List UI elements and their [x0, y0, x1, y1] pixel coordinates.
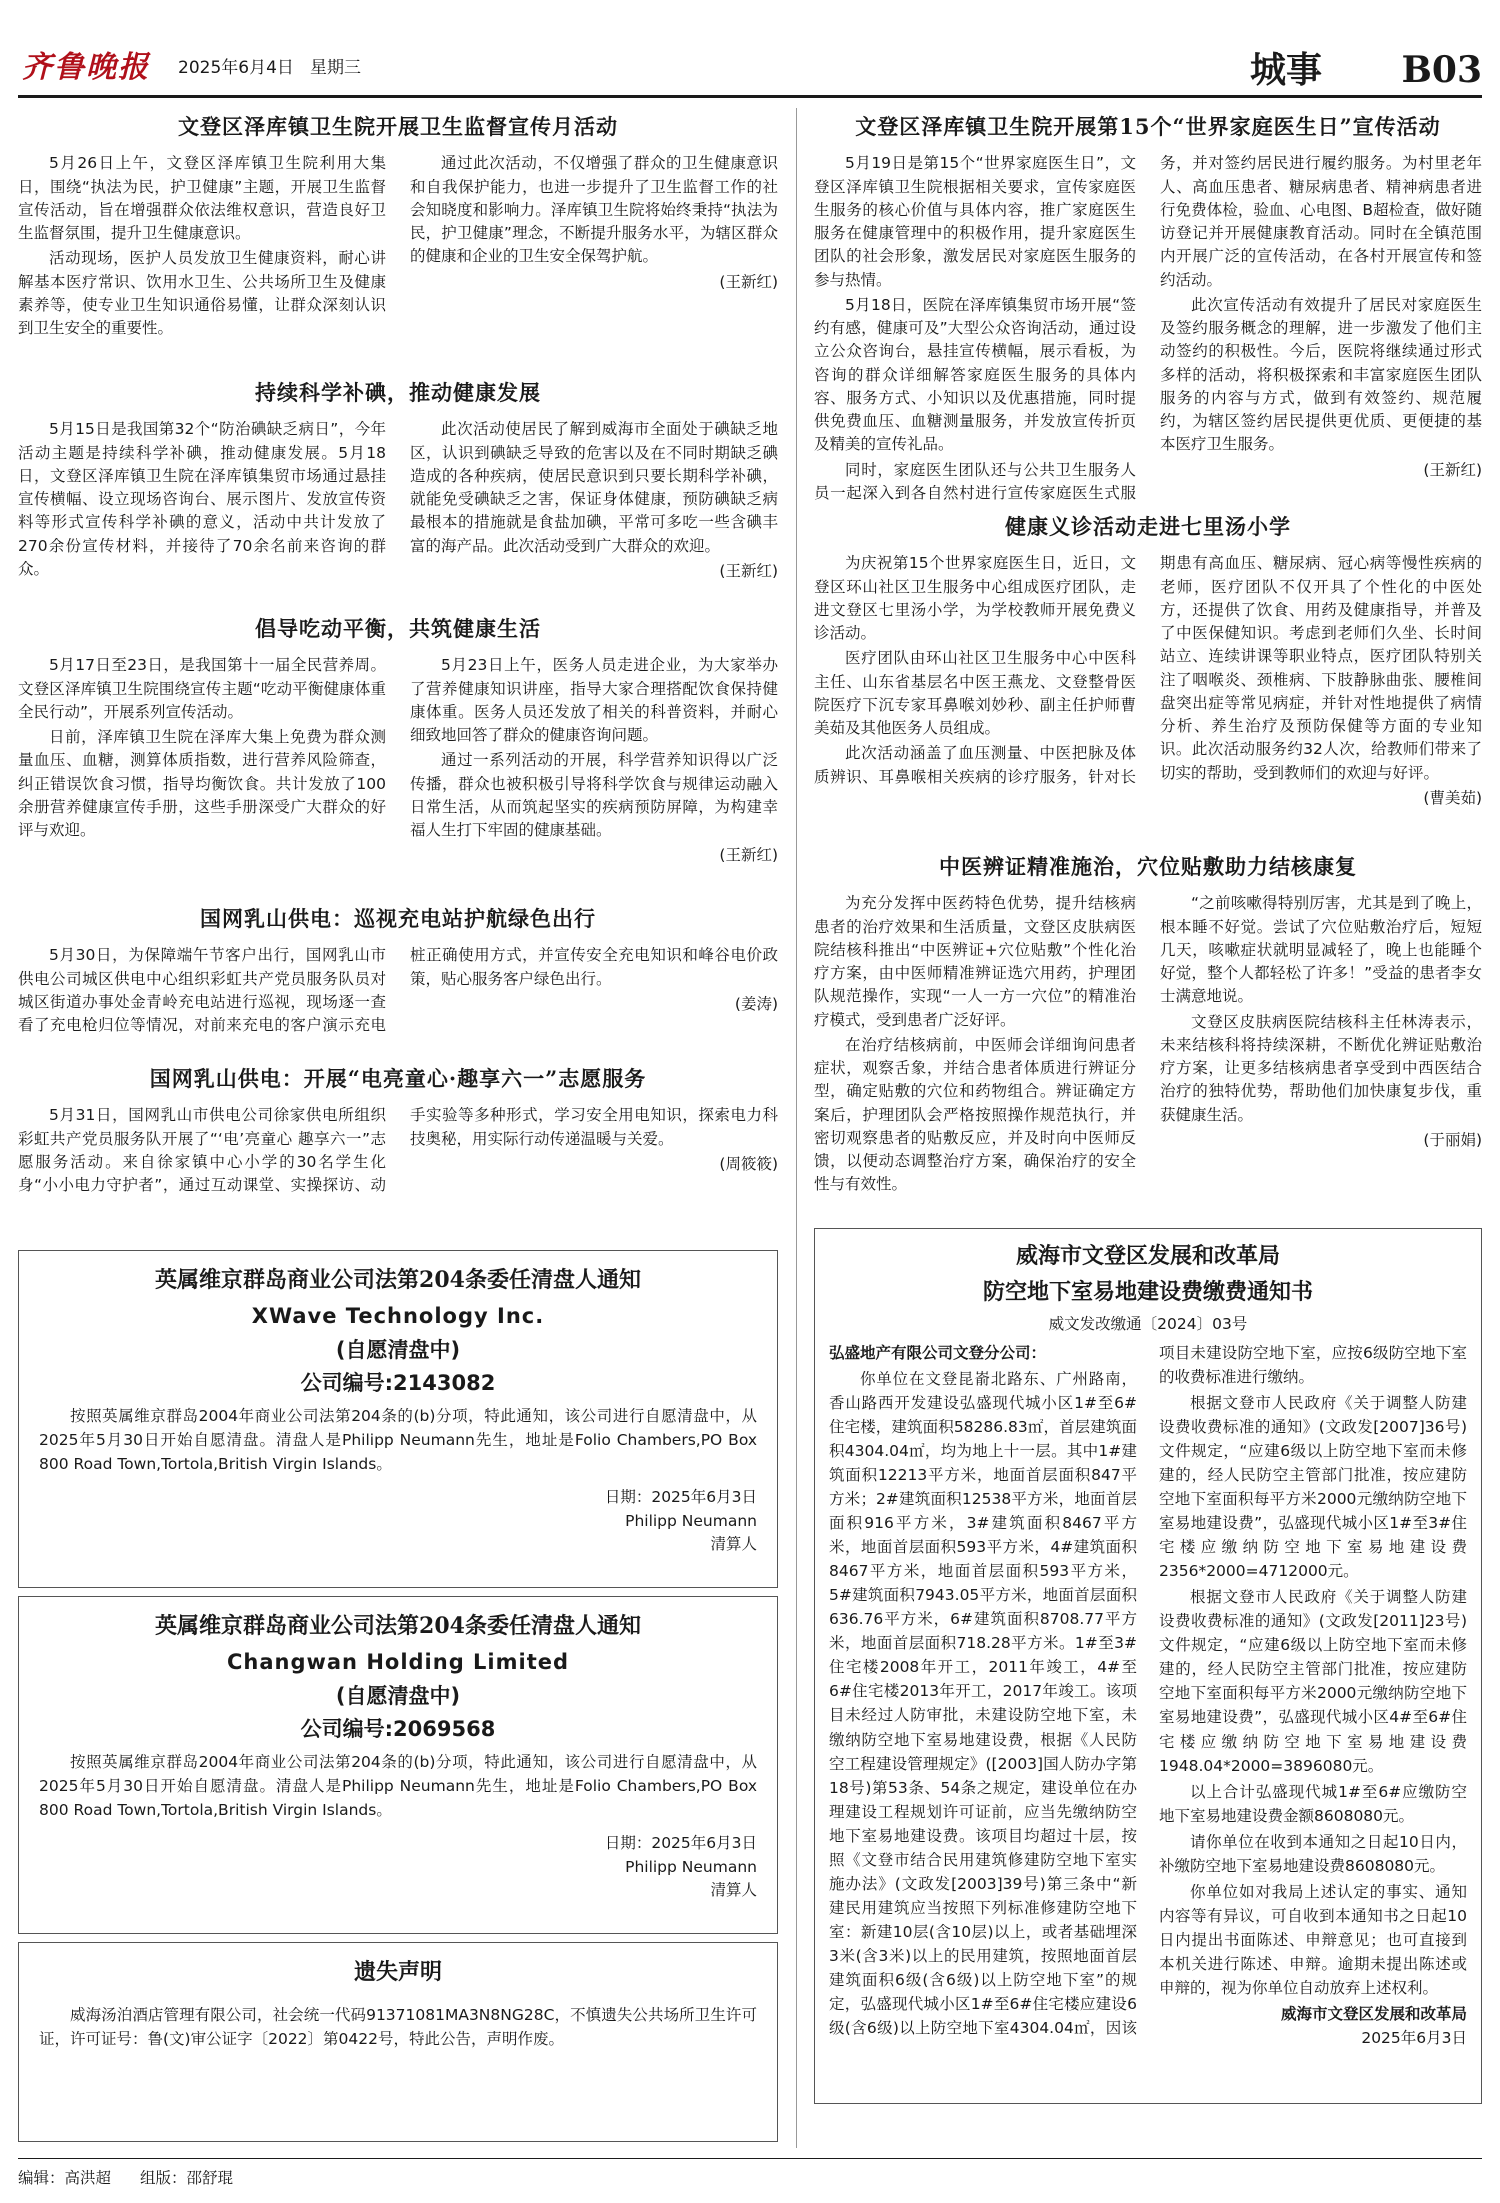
company-number: 公司编号:2069568 — [300, 1716, 496, 1741]
byline: (王新红) — [719, 272, 778, 291]
notice-text: 威海汤泊酒店管理有限公司，社会统一代码91371081MA3N8NG28C，不慎遗失公共场所卫生许可证，许可证号：鲁(文)审公证字〔2022〕第0422号，特此公告，声明作废。 — [39, 2005, 757, 2048]
notice-title: 英属维京群岛商业公司法第204条委任清盘人通知 — [155, 1613, 641, 1639]
article-iodine — [18, 378, 778, 604]
paragraph: 此次活动涵盖了血压测量、中医把脉及体质辨识、耳鼻喉相关疾病的诊疗服务，针对长期患有高血压、糖尿病、冠心病等慢性疾病的老师，医疗团队不仅开具了个性化的中医处方，还提供了饮食、用药及健康指导，并普及了中医保健知识。考虑到老师们久坐、长时间站立、连续讲课等职业特点，医疗团队特别关注了咽喉炎、颈椎病、下肢静脉曲张、腰椎间盘突出症等常见病症，并针对性地提供了病情分析、养生治疗及预防保健等方面的专业知识。此次活动服务约32人次，给教师们带来了切实的帮助，受到教师们的欢迎与好评。 — [814, 554, 1482, 786]
issue-date: 2025年6月4日 — [178, 58, 294, 78]
article-body — [814, 152, 1482, 502]
paragraph: 5月30日，为保障端午节客户出行，国网乳山市供电公司城区供电中心组织彩虹共产党员服务队员对城区街道办事处金青岭充电站进行巡视，现场逐一查看了充电枪归位等情况，对前来充电的客户演示充电桩正确使用方式，并宣传安全充电知识和峰谷电价政策，贴心服务客户绿色出行。 — [18, 946, 778, 1035]
liquidator-role: 清算人 — [710, 1534, 757, 1553]
article-charging-station — [18, 904, 778, 1056]
paragraph: 5月23日上午，医务人员走进企业，为大家举办了营养健康知识讲座，指导大家合理搭配饮食保持健康体重。医务人员还发放了相关的科普资料，并耐心细致地回答了群众的健康咨询问题。 — [410, 656, 778, 745]
article-supervision-month — [18, 112, 778, 368]
liquidator-name: Philipp Neumann — [625, 1511, 757, 1530]
paragraph: 为庆祝第15个世界家庭医生日，近日，文登区环山社区卫生服务中心组成医疗团队，走进文登区七里汤小学，为学校教师开展免费义诊活动。 — [814, 554, 1136, 643]
article-body — [18, 654, 778, 867]
article-body — [18, 152, 778, 340]
liquidation-notice-xwave — [18, 1250, 778, 1588]
article-headline: 文登区泽库镇卫生院开展第15个“世界家庭医生日”宣传活动 — [855, 114, 1441, 139]
editor-credit: 编辑：高洪超 — [18, 2169, 112, 2187]
company-name: Changwan Holding Limited — [226, 1649, 570, 1674]
notice-title: 英属维京群岛商业公司法第204条委任清盘人通知 — [155, 1267, 641, 1293]
article-family-doctor-day — [814, 112, 1482, 502]
paragraph: 根据文登市人民政府《关于调整人防建设费收费标准的通知》(文政发[2011]23号)文件规定，“应建6级以上防空地下室而未修建的，经人民防空主管部门批准，按应建防空地下室面积每平方米2000元缴纳防空地下室易地建设费”，弘盛现代城小区4#至6#住宅楼应缴纳防空地下室易地建设费1948.04*2000=3896080元。 — [1159, 1588, 1467, 1775]
byline: (曹美茹) — [1423, 788, 1482, 807]
article-headline: 持续科学补碘，推动健康发展 — [255, 380, 541, 405]
paragraph: 5月26日上午，文登区泽库镇卫生院利用大集日，围绕“执法为民，护卫健康”主题，开展卫生监督宣传活动，旨在增强群众依法维权意识，营造良好卫生监督氛围，提升卫生健康意识。 — [18, 154, 386, 243]
newspaper-logo: 齐鲁晚报 — [22, 50, 150, 85]
article-headline: 健康义诊活动走进七里汤小学 — [1005, 514, 1291, 539]
byline: (周筱筱) — [719, 1154, 778, 1173]
issue-weekday: 星期三 — [310, 58, 361, 78]
notice-title: 遗失声明 — [353, 1959, 442, 1985]
paragraph: “之前咳嗽得特别厉害，尤其是到了晚上，根本睡不好觉。尝试了穴位贴敷治疗后，短短几天，咳嗽症状就明显减轻了，晚上也能睡个好觉，整个人都轻松了许多！”受益的患者李女士满意地说。 — [1160, 894, 1482, 1006]
article-headline: 中医辨证精准施治，穴位贴敷助力结核康复 — [939, 854, 1357, 879]
paragraph: 5月31日，国网乳山市供电公司徐家供电所组织彩虹共产党员服务队开展了“‘电’亮童心 趣享六一”志愿服务活动。来自徐家镇中心小学的30名学生化身“小小电力守护者”，通过互动课堂、实操探访、动手实验等多种形式，学习安全用电知识，探索电力科技奥秘，用实际行动传递温暖与关爱。 — [18, 1106, 778, 1195]
notice-signature — [39, 1832, 757, 1902]
byline: (王新红) — [719, 846, 778, 865]
page-footer — [18, 2158, 1482, 2189]
paragraph: 活动现场，医护人员发放卫生健康资料，耐心讲解基本医疗常识、饮用水卫生、公共场所卫生及健康素养等，使专业卫生知识通俗易懂，让群众深刻认识到卫生安全的重要性。 — [18, 249, 386, 338]
paragraph: 为充分发挥中医药特色优势，提升结核病患者的治疗效果和生活质量，文登区皮肤病医院结核科推出“中医辨证+穴位贴敷”个性化治疗方案，由中医师精准辨证选穴用药，护理团队规范操作，实现“一人一方一穴位”的精准治疗模式，受到患者广泛好评。 — [814, 894, 1136, 1029]
paragraph: 5月15日是我国第32个“防治碘缺乏病日”，今年活动主题是持续科学补碘，推动健康发展。5月18日，文登区泽库镇卫生院在泽库镇集贸市场通过悬挂宣传横幅、设立现场咨询台、展示图片、发放宣传资料等形式宣传科学补碘的意义，活动中共计发放了270余份宣传材料，并接待了70余名前来咨询的群众。 — [18, 420, 386, 578]
paragraph: 通过此次活动，不仅增强了群众的卫生健康意识和自我保护能力，也进一步提升了卫生监督工作的社会知晓度和影响力。泽库镇卫生院将始终秉持“执法为民，护卫健康”理念，不断提升服务水平，为辖区群众的健康和企业的卫生安全保驾护航。 — [410, 154, 778, 266]
notice-text: 按照英属维京群岛2004年商业公司法第204条的(b)分项，特此通知，该公司进行自愿清盘中，从2025年5月30日开始自愿清盘。清盘人是Philipp Neumann先生，地址是Folio Chambers,PO Box 800 Road Town,Tortola,British Virgin Islands。 — [39, 1753, 757, 1820]
notice-signature — [39, 1486, 757, 1556]
byline: (王新红) — [1423, 460, 1482, 479]
paragraph: 通过一系列活动的开展，科学营养知识得以广泛传播，群众也被积极引导将科学饮食与规律运动融入日常生活，从而筑起坚实的疾病预防屏障，为构建幸福人生打下牢固的健康基础。 — [410, 751, 778, 840]
paragraph: 根据文登市人民政府《关于调整人防建设费收费标准的通知》(文政发[2007]36号)文件规定，“应建6级以上防空地下室而未修建的，经人民防空主管部门批准，按应建防空地下室面积每平方米2000元缴纳防空地下室易地建设费”，弘盛现代城小区1#至3#住宅楼应缴纳防空地下室易地建设费2356*2000=4712000元。 — [1159, 1394, 1467, 1581]
article-body — [18, 1104, 778, 1197]
paragraph: 日前，泽库镇卫生院在泽库大集上免费为群众测量血压、血糖，测算体质指数，进行营养风险筛查，纠正错误饮食习惯，指导均衡饮食。共计发放了100余册营养健康宣传手册，这些手册深受广大群众的好评与欢迎。 — [18, 728, 386, 840]
company-number: 公司编号:2143082 — [300, 1370, 496, 1395]
article-body — [814, 892, 1482, 1196]
article-body — [18, 418, 778, 583]
paragraph: 文登区皮肤病医院结核科主任林涛表示，未来结核科将持续深耕，不断优化辨证贴敷治疗方案，让更多结核病患者享受到中西医结合治疗的独特优势，帮助他们加快康复步伐，重获健康生活。 — [1160, 1012, 1482, 1124]
masthead — [18, 40, 1482, 98]
addressee: 弘盛地产有限公司文登分公司： — [829, 1344, 1047, 1363]
paragraph: 5月18日，医院在泽库镇集贸市场开展“签约有感，健康可及”大型公众咨询活动，通过设立公众咨询台，悬挂宣传横幅，展示看板，为咨询的群众详细解答家庭医生服务的具体内容、服务方式、小知识以及优惠措施，同时提供免费血压、血糖测量服务，并发放宣传折页及精美的宣传礼品。 — [814, 295, 1136, 454]
article-free-clinic-school — [814, 512, 1482, 842]
liquidation-status: (自愿清盘中) — [335, 1684, 461, 1709]
company-name: XWave Technology Inc. — [251, 1303, 545, 1328]
article-body — [814, 552, 1482, 810]
byline: (王新红) — [719, 561, 778, 580]
liquidation-status: (自愿清盘中) — [335, 1338, 461, 1363]
paragraph: 同时，家庭医生团队还与公共卫生服务人员一起深入到各自然村进行宣传家庭医生式服务，并对签约居民进行履约服务。为村里老年人、高血压患者、糖尿病患者、精神病患者进行免费体检，验血、心电图、B超检查，做好随访登记并开展健康教育活动。同时在全镇范围内开展广泛的宣传活动，在各村开展宣传和签约活动。 — [814, 154, 1482, 502]
paragraph: 5月19日是第15个“世界家庭医生日”，文登区泽库镇卫生院根据相关要求，宣传家庭医生服务的核心价值与具体内容，推广家庭医生服务在健康管理中的积极作用，提升家庭医生团队的社会形象，激发居民对家庭医生服务的参与热情。 — [814, 154, 1136, 289]
paragraph: 你单位如对我局上述认定的事实、通知内容等有异议，可自收到本通知书之日起10日内提出书面陈述、申辩意见；也可直接到本机关进行陈述、申辩。逾期未提出陈述或申辩的，视为你单位自动放弃上述权利。 — [1159, 1882, 1467, 1997]
signing-date: 2025年6月3日 — [1361, 2028, 1467, 2047]
lost-statement — [18, 1942, 778, 2142]
byline: (于丽娟) — [1423, 1130, 1482, 1149]
article-nutrition-week — [18, 614, 778, 896]
article-headline: 国网乳山供电：巡视充电站护航绿色出行 — [200, 906, 596, 931]
layout-credit: 组版：邵舒琨 — [139, 2169, 233, 2187]
issuing-authority: 威海市文登区发展和改革局 — [1015, 1243, 1280, 1269]
article-headline: 文登区泽库镇卫生院开展卫生监督宣传月活动 — [178, 114, 618, 139]
liquidator-name: Philipp Neumann — [625, 1857, 757, 1876]
notice-title: 防空地下室易地建设费缴费通知书 — [982, 1278, 1313, 1305]
paragraph: 你单位在文登昆嵛北路东、广州路南，香山路西开发建设弘盛现代城小区1#至6#住宅楼，建筑面积58286.83㎡，首层建筑面积4304.04㎡，均为地上十一层。其中1#建筑面积12213平方米，地面首层面积847平方米；2#建筑面积12538平方米，地面首层面积916平方米，3#建筑面积8467平方米，地面首层面积593平方米，4#建筑面积8467平方米，地面首层面积593平方米，5#建筑面积7943.05平方米，地面首层面积636.76平方米，6#建筑面积8708.77平方米，地面首层面积718.28平方米。1#至3#住宅楼2008年开工，2011年竣工，4#至6#住宅楼2013年开工，2017年竣工。该项目未经过人防审批，未建设防空地下室，未缴纳防空地下室易地建设费，根据《人民防空工程建设管理规定》([2003]国人防办字第18号)第53条、54条之规定，建设单位在办理建设工程规划许可证前，应当先缴纳防空地下室易地建设费。该项目均超过十层，按照《文登市结合民用建筑修建防空地下室实施办法》(文政发[2003]39号)第三条中“新建民用建筑应当按照下列标准修建防空地下室：新建10层(含10层)以上，或者基础埋深3米(含3米)以上的民用建筑，按照地面首层建筑面积6级(含6级)以上防空地下室”的规定，弘盛现代城小区1#至6#住宅楼应建设6级(含6级)以上防空地下室4304.04㎡，因该项目未建设防空地下室，应按6级防空地下室的收费标准进行缴纳。 — [829, 1344, 1467, 2037]
article-childrens-day — [18, 1064, 778, 1226]
notice-text: 按照英属维京群岛2004年商业公司法第204条的(b)分项，特此通知，该公司进行自愿清盘中，从2025年5月30日开始自愿清盘。清盘人是Philipp Neumann先生，地址是Folio Chambers,PO Box 800 Road Town,Tortola,British Virgin Islands。 — [39, 1407, 757, 1474]
liquidation-notice-changwan — [18, 1596, 778, 1934]
page-number: B03 — [1401, 49, 1482, 91]
notice-date: 日期：2025年6月3日 — [604, 1488, 757, 1507]
paragraph: 5月17日至23日，是我国第十一届全民营养周。文登区泽库镇卫生院围绕宣传主题“吃动平衡健康体重全民行动”，开展系列宣传活动。 — [18, 656, 386, 721]
article-body — [18, 944, 778, 1037]
liquidator-role: 清算人 — [710, 1880, 757, 1899]
article-tcm-tuberculosis — [814, 852, 1482, 1206]
article-headline: 倡导吃动平衡，共筑健康生活 — [255, 616, 541, 641]
paragraph: 以上合计弘盛现代城1#至6#应缴防空地下室易地建设费金额8608080元。 — [1159, 1782, 1467, 1825]
signing-authority: 威海市文登区发展和改革局 — [1280, 2004, 1467, 2023]
paragraph: 此次宣传活动有效提升了居民对家庭医生及签约服务概念的理解，进一步激发了他们主动签约的积极性。今后，医院将继续通过形式多样的活动，将积极探索和丰富家庭医生团队服务的内容与方式，做到有效签约、规范履约，为辖区签约居民提供更优质、更便捷的基本医疗卫生服务。 — [1160, 295, 1482, 454]
paragraph: 此次活动使居民了解到威海市全面处于碘缺乏地区，认识到碘缺乏导致的危害以及在不同时期缺乏碘造成的各种疾病，使居民意识到只要长期科学补碘，就能免受碘缺乏之害，保证身体健康，预防碘缺乏病最根本的措施就是食盐加碘，平常可多吃一些含碘丰富的海产品。此次活动受到广大群众的欢迎。 — [410, 420, 778, 555]
paragraph: 医疗团队由环山社区卫生服务中心中医科主任、山东省基层名中医王燕龙、文登整骨医院医疗下沉专家耳鼻喉刘妙秒、副主任护师曹美茹及其他医务人员组成。 — [814, 649, 1136, 738]
paragraph: 请你单位在收到本通知之日起10日内，补缴防空地下室易地建设费8608080元。 — [1159, 1832, 1467, 1875]
document-number: 威文发改缴通〔2024〕03号 — [1048, 1314, 1248, 1333]
paragraph: 在治疗结核病前，中医师会详细询问患者症状，观察舌象，并结合患者体质进行辨证分型，确定贴敷的穴位和药物组合。辨证确定方案后，护理团队会严格按照操作规范执行，并密切观察患者的贴敷反应，并及时向中医师反馈，以便动态调整治疗方案，确保治疗的安全性与有效性。 — [814, 1035, 1136, 1194]
notice-body — [829, 1341, 1467, 2049]
byline: (姜涛) — [734, 994, 778, 1013]
article-headline: 国网乳山供电：开展“电亮童心·趣享六一”志愿服务 — [149, 1066, 647, 1091]
section-name: 城事 — [1249, 49, 1322, 91]
column-divider — [796, 108, 797, 2148]
notice-date: 日期：2025年6月3日 — [604, 1834, 757, 1853]
air-defense-fee-notice — [814, 1228, 1482, 2104]
